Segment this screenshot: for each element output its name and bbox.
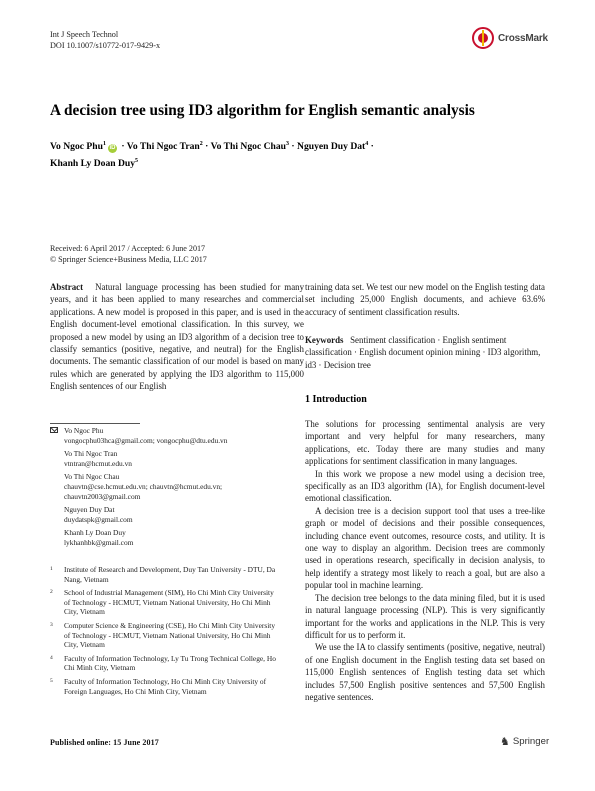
journal-name: Int J Speech Technol — [50, 30, 119, 39]
contact-item — [50, 449, 304, 468]
author-name: · Nguyen Duy Dat — [291, 141, 366, 153]
author-name: Vo Ngoc Phu — [50, 141, 103, 153]
author-affiliation-marker: 3 — [286, 141, 290, 147]
publication-dates — [50, 243, 310, 265]
contact-name: Vo Thi Ngoc Tran — [64, 449, 118, 459]
affiliation-item — [50, 621, 280, 650]
author-name: · Vo Thi Ngoc Chau — [205, 141, 287, 153]
affiliation-item — [50, 677, 280, 696]
affiliation-list — [50, 565, 280, 696]
author-name: · Vo Thi Ngoc Tran — [121, 141, 200, 153]
contact-list — [50, 426, 304, 548]
footnote-divider — [50, 423, 140, 424]
paragraph: The solutions for processing sentimental analysis are very important and very helpful for many researchers, many applications, etc. Today there are many studies and many applications for sentiment classification in many languages. — [305, 419, 545, 467]
copyright: © Springer Science+Business Media, LLC 2017 — [50, 255, 207, 264]
springer-label: Springer — [512, 736, 550, 747]
keywords — [305, 334, 545, 371]
introduction-body — [305, 418, 545, 703]
affiliation-text: Institute of Research and Development, Duy Tan University - DTU, Da Nang, Vietnam — [64, 565, 276, 584]
affiliation-text: Faculty of Information Technology, Ly Tu Trong Technical College, Ho Chi Minh City, Vietnam — [64, 653, 276, 673]
author-affiliation-marker: 4 — [365, 141, 369, 147]
orcid-icon[interactable]: iD — [109, 145, 116, 152]
keywords-text: Sentiment classification · English sentiment classification · English document opinion mining · ID3 algorithm, id3 · Decision tree — [305, 335, 541, 370]
affiliation-number: 4 — [50, 654, 53, 661]
paragraph: The decision tree belongs to the data mining filed, but it is used in natural language processing (NLP). This is very significantly important for the works and applications in the NLP. This is very difficult for us to perform it. — [305, 592, 545, 640]
abstract-label: Abstract — [50, 282, 84, 292]
author-name: Khanh Ly Doan Duy — [50, 158, 136, 170]
affiliation-item — [50, 588, 280, 617]
contact-item — [50, 505, 304, 524]
contact-name: Nguyen Duy Dat — [64, 505, 115, 515]
springer-logo — [500, 735, 549, 748]
affiliation-text: Computer Science & Engineering (CSE), Ho Chi Minh City University of Technology - HCMUT, Vietnam National University, Ho Chi Minh City, Vietnam — [64, 620, 276, 650]
published-online: Published online: 15 June 2017 — [50, 738, 159, 747]
affiliation-item — [50, 565, 280, 584]
abstract-text: Natural language processing has been studied for many years, and it has been applied to many researches and commercial applications. A new model is proposed in this paper, and is used in the English document-level emotional classification. In this survey, we proposed a new model by using an ID3 algorithm of a decision tree to classify semantics (positive, negative, and neutral) for the English documents. The semantic classification of our model is based on many rules which are generated by applying the ID3 algorithm to 115,000 English sentences of our English — [50, 282, 305, 392]
author-separator: · — [370, 141, 374, 153]
contact-email[interactable]: vtntran@hcmut.edu.vn — [64, 458, 132, 468]
affiliation-number: 2 — [50, 589, 53, 596]
author-affiliation-marker: 1 — [102, 141, 106, 147]
springer-horse-icon: ♞ — [500, 736, 510, 748]
section-heading-introduction: 1 Introduction — [305, 394, 367, 405]
crossmark-label: CrossMark — [498, 32, 548, 44]
affiliation-text: School of Industrial Management (SIM), Ho Chi Minh City University of Technology - HCMUT, Vietnam National University, Ho Chi Minh City, Vietnam — [64, 588, 274, 617]
contact-email[interactable]: duydatspk@gmail.com — [64, 514, 133, 524]
received-accepted: Received: 6 April 2017 / Accepted: 6 June 2017 — [50, 244, 206, 253]
paragraph: We use the IA to classify sentiments (positive, negative, neutral) of one English document in the English testing data set based on 115,000 English sentences of English testing data set which includes 57,500 English positive sentences and 57,500 English negative sentences. — [305, 642, 545, 702]
affiliation-number: 3 — [50, 621, 53, 628]
email-icon — [50, 427, 58, 433]
contact-email[interactable]: chauvtn2003@gmail.com — [64, 491, 141, 501]
crossmark-logo[interactable] — [472, 26, 562, 50]
abstract-continued: training data set. We test our new model on the English testing data set including 25,000 English documents, and achieve 63.6% accuracy of sentiment classification results. — [305, 282, 545, 317]
contact-email[interactable]: vongocphu03hca@gmail.com; vongocphu@dtu.edu.vn — [64, 435, 228, 445]
contact-name: Vo Ngoc Phu — [64, 426, 104, 435]
paper-title: A decision tree using ID3 algorithm for English semantic analysis — [50, 102, 475, 119]
contact-item — [50, 528, 304, 547]
contact-item — [50, 472, 304, 501]
author-affiliation-marker: 2 — [199, 141, 203, 147]
affiliation-number: 1 — [50, 566, 53, 572]
paragraph: In this work we propose a new model using a decision tree, specifically as an ID3 algorithm (IA), for English document-level emotional classification. — [305, 468, 545, 504]
contact-email[interactable]: chauvtn@cse.hcmut.edu.vn; chauvtn@hcmut.edu.vn; — [64, 481, 223, 491]
affiliation-text: Faculty of Information Technology, Ho Chi Minh City University of Foreign Languages, Ho Chi Minh City, Vietnam — [64, 676, 267, 696]
contact-name: Vo Thi Ngoc Chau — [64, 472, 120, 482]
author-list — [50, 137, 550, 171]
affiliation-item — [50, 654, 280, 673]
contact-email[interactable]: lykhanhbk@gmail.com — [64, 537, 134, 547]
crossmark-icon — [472, 27, 494, 49]
doi[interactable]: DOI 10.1007/s10772-017-9429-x — [50, 41, 161, 50]
affiliation-number: 5 — [50, 677, 53, 684]
keywords-label: Keywords — [305, 335, 344, 345]
contact-item — [50, 426, 304, 445]
abstract — [50, 281, 304, 393]
author-affiliation-marker: 5 — [135, 158, 139, 165]
contact-name: Khanh Ly Doan Duy — [64, 528, 126, 538]
paragraph: A decision tree is a decision support tool that uses a tree-like graph or model of decisions and their possible consequences, including chance event outcomes, resource costs, and utility. It is one way to display an algorithm. Decision trees are commonly used in operations research, specifically in decision analysis, to help identify a strategy most likely to reach a goal, but are also a popular tool in machine learning. — [305, 505, 545, 591]
